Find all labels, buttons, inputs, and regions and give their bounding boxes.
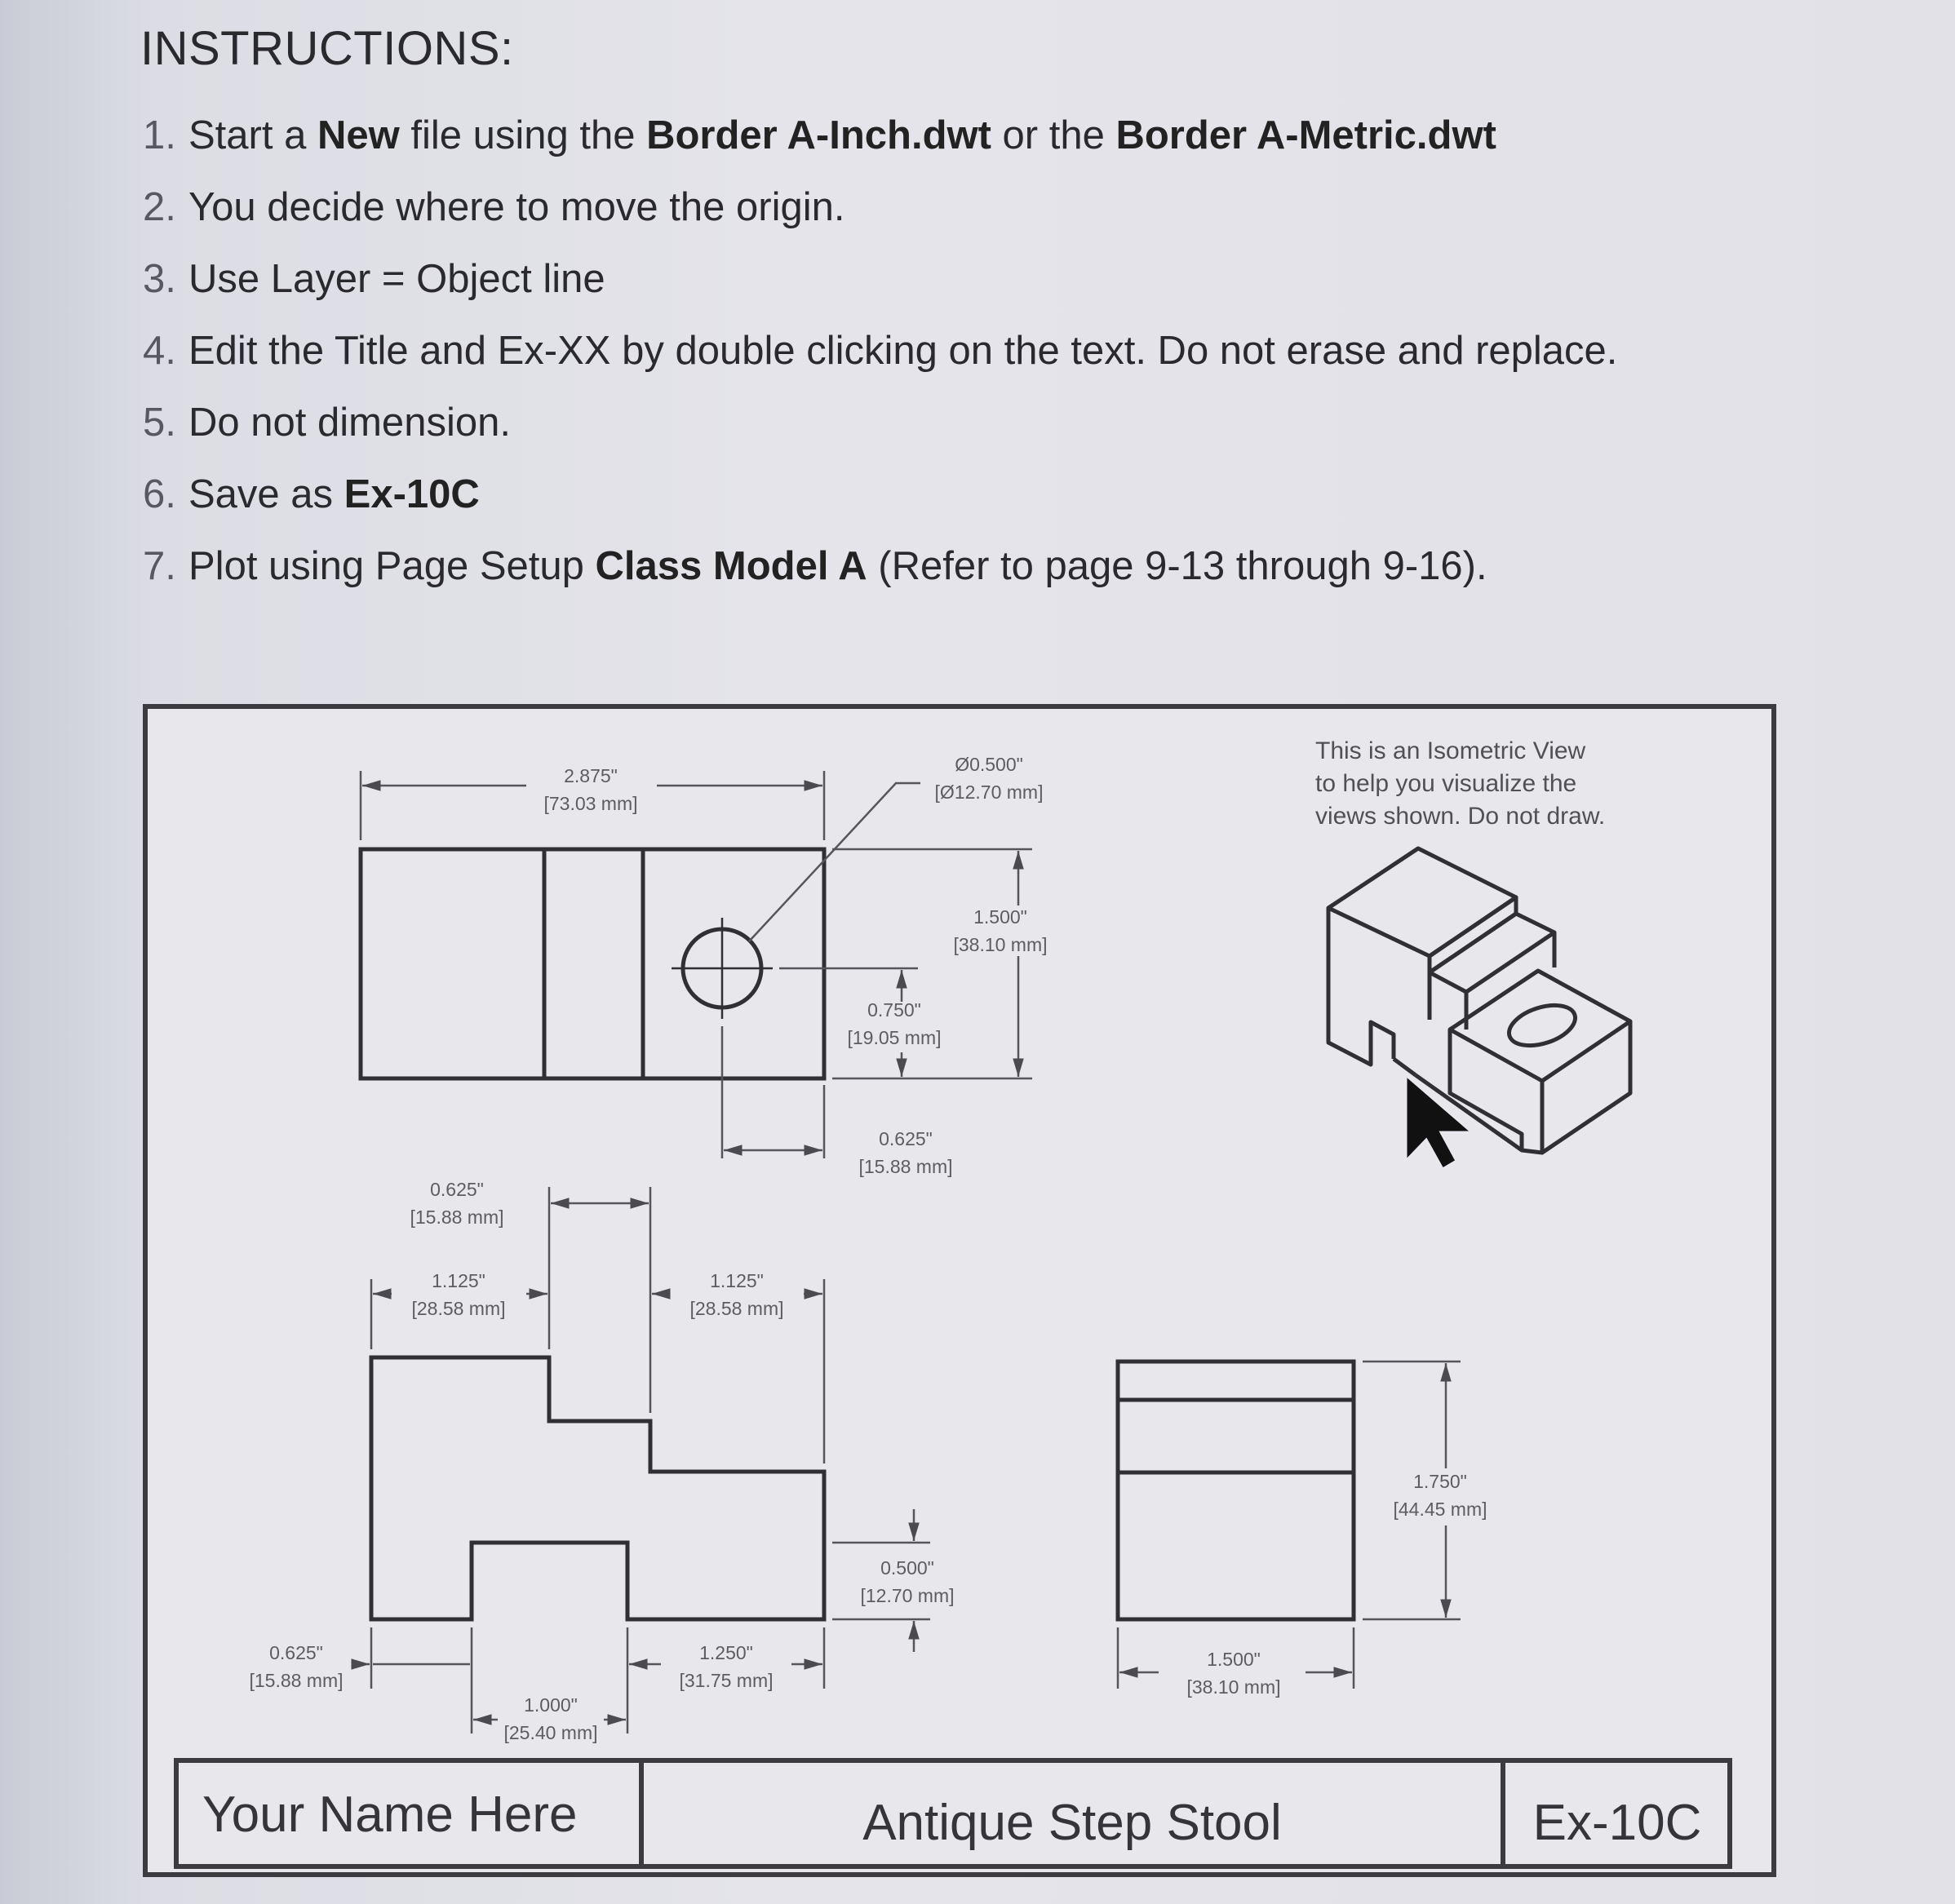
iso-note-line-1: This is an Isometric View <box>1315 737 1586 764</box>
step-text: Save as Ex-10C <box>188 472 480 516</box>
iso-note-line-3: views shown. Do not draw. <box>1315 803 1606 830</box>
dim-notch-height-in: 0.500" <box>880 1557 934 1579</box>
dim-notch-width-in: 1.000" <box>524 1694 578 1716</box>
dim-top-width-in: 2.875" <box>564 765 618 786</box>
dim-hole-dia-in: Ø0.500" <box>955 754 1023 775</box>
dim-hole-x-in: 0.625" <box>879 1128 933 1149</box>
step-number: 4. <box>143 329 176 373</box>
step-number: 3. <box>143 257 176 301</box>
dim-front-left-mm: [28.58 mm] <box>411 1298 506 1319</box>
step-number: 7. <box>143 544 176 588</box>
step-number: 5. <box>143 401 176 445</box>
step-text: Use Layer = Object line <box>188 257 605 301</box>
dim-hole-dia-mm: [Ø12.70 mm] <box>934 782 1044 803</box>
title-block-exercise[interactable]: Ex-10C <box>1532 1795 1702 1851</box>
step-text: Edit the Title and Ex-XX by double clicking on the text. Do not erase and replace. <box>188 329 1618 373</box>
dim-front-left-in: 1.125" <box>432 1270 485 1291</box>
dim-side-width-in: 1.500" <box>1207 1649 1261 1670</box>
dim-front-right-mm: [28.58 mm] <box>689 1298 784 1319</box>
dim-top-height-mm: [38.10 mm] <box>953 934 1048 955</box>
iso-note-line-2: to help you visualize the <box>1315 770 1577 797</box>
dim-foot-left-in: 0.625" <box>269 1642 323 1663</box>
dim-top-width-mm: [73.03 mm] <box>543 793 638 814</box>
dim-notch-width-mm: [25.40 mm] <box>503 1722 598 1743</box>
step-number: 6. <box>143 472 176 516</box>
dim-front-step-in: 0.625" <box>430 1179 484 1200</box>
dim-foot-right-in: 1.250" <box>699 1642 753 1663</box>
step-text: Plot using Page Setup Class Model A (Refer to page 9-13 through 9-16). <box>188 544 1487 588</box>
dim-hole-x-mm: [15.88 mm] <box>858 1156 953 1177</box>
title-block-title[interactable]: Antique Step Stool <box>862 1795 1282 1851</box>
isometric-note <box>1315 737 1605 830</box>
dim-notch-height-mm: [12.70 mm] <box>860 1585 955 1606</box>
dim-side-height-in: 1.750" <box>1413 1471 1467 1492</box>
step-number: 2. <box>143 185 176 229</box>
dim-front-right-in: 1.125" <box>710 1270 764 1291</box>
dim-hole-y-mm: [19.05 mm] <box>847 1027 942 1048</box>
step-text: Do not dimension. <box>188 401 511 445</box>
title-block-name[interactable]: Your Name Here <box>202 1787 578 1843</box>
step-text: Start a New file using the Border A-Inch.dwt or the Border A-Metric.dwt <box>188 113 1496 157</box>
dim-foot-right-mm: [31.75 mm] <box>679 1670 774 1691</box>
step-number: 1. <box>143 113 176 157</box>
dim-front-step-mm: [15.88 mm] <box>410 1207 504 1228</box>
dim-side-height-mm: [44.45 mm] <box>1393 1499 1487 1520</box>
dim-foot-left-mm: [15.88 mm] <box>249 1670 344 1691</box>
dim-side-width-mm: [38.10 mm] <box>1186 1676 1281 1698</box>
dim-hole-y-in: 0.750" <box>867 999 921 1021</box>
step-text: You decide where to move the origin. <box>188 185 845 229</box>
dim-top-height-in: 1.500" <box>973 906 1027 928</box>
instructions-heading: INSTRUCTIONS: <box>140 22 514 75</box>
drawing-border <box>145 706 1774 1875</box>
